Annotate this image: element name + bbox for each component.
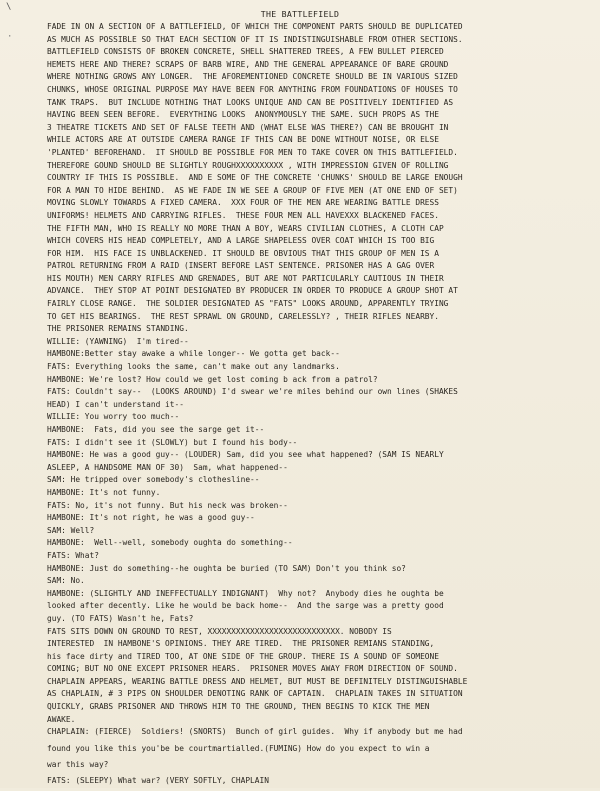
text-line: THEREFORE GOUND SHOULD BE SLIGHTLY ROUGHXXXXXXXXXX , WITH IMPRESSION GIVEN OF ROLLING: [47, 160, 449, 170]
text-line: FATS: No, it's not funny. But his neck was broken--: [47, 500, 288, 510]
text-line: his face dirty and TIRED TOO, AT ONE SIDE OF THE GROUP. THERE IS A SOUND OF SOMEONE: [47, 651, 439, 661]
text-line: FADE IN ON A SECTION OF A BATTLEFIELD, OF WHICH THE COMPONENT PARTS SHOULD BE DUPLICATED: [47, 22, 463, 31]
script-body: [47, 21, 587, 791]
text-line: war this way?: [47, 759, 109, 769]
text-line: HAMBONE:Better stay awake a while longer-- We gotta get back--: [47, 349, 340, 359]
text-line: SAM: He tripped over somebody's clothesline--: [47, 475, 260, 485]
text-line: WILLIE: (YAWNING) I'm tired--: [47, 336, 189, 346]
text-line: MOVING SLOWLY TOWARDS A FIXED CAMERA. XXX FOUR OF THE MEN ARE WEARING BATTLE DRESS: [47, 198, 439, 208]
text-line: TANK TRAPS. BUT INCLUDE NOTHING THAT LOOKS UNIQUE AND CAN BE POSITIVELY IDENTIFIED AS: [47, 97, 454, 107]
text-line: CHAPLAIN: (FIERCE) Soldiers! (SNORTS) Bunch of girl guides. Why if anybody but me had: [47, 727, 463, 737]
text-line: WILLIE: You worry too much--: [47, 412, 180, 422]
text-line: HAMBONE: Just do something--he oughta be buried (TO SAM) Don't you think so?: [47, 563, 406, 573]
text-line: HIS MOUTH) MEN CARRY RIFLES AND GRENADES, BUT ARE NOT PARTICULARLY CAUTIOUS IN THEIR: [47, 273, 444, 283]
text-line: FATS: Everything looks the same, can't make out any landmarks.: [47, 362, 340, 372]
text-line: CHUNKS, WHOSE ORIGINAL PURPOSE MAY HAVE BEEN FOR ANYTHING FROM FOUNDATIONS OF HOUSES TO: [47, 84, 458, 94]
text-line: FOR HIM. HIS FACE IS UNBLACKENED. IT SHOULD BE OBVIOUS THAT THIS GROUP OF MEN IS A: [47, 248, 439, 258]
text-line: looked after decently. Like he would be back home-- And the sarge was a pretty good: [47, 601, 444, 611]
text-line: SAM: Well?: [47, 525, 95, 535]
text-line: FATS: Couldn't say-- (LOOKS AROUND) I'd swear we're miles behind our own lines (SHAKES: [47, 387, 458, 397]
text-line: ASLEEP, A HANDSOME MAN OF 30) Sam, what happened--: [47, 462, 288, 472]
text-line: FATS: I didn't see it (SLOWLY) but I found his body--: [47, 437, 298, 447]
text-line: WHERE NOTHING GROWS ANY LONGER. THE AFOREMENTIONED CONCRETE SHOULD BE IN VARIOUS SIZED: [47, 72, 458, 82]
text-line: found you like this you'be be courtmartialled.(FUMING) How do you expect to win a: [47, 743, 430, 753]
text-line: FATS SITS DOWN ON GROUND TO REST, XXXXXXXXXXXXXXXXXXXXXXXXXXXX. NOBODY IS: [47, 626, 392, 636]
text-line: 'PLANTED' BEFOREHAND. IT SHOULD BE POSSIBLE FOR MEN TO TAKE COVER ON THIS BATTLEFIELD.: [47, 147, 458, 157]
text-line: HAMBONE: We're lost? How could we get lost coming b ack from a patrol?: [47, 374, 378, 384]
text-line: AS CHAPLAIN, # 3 PIPS ON SHOULDER DENOTING RANK OF CAPTAIN. CHAPLAIN TAKES IN SITUATION: [47, 689, 463, 699]
text-line: WHICH COVERS HIS HEAD COMPLETELY, AND A LARGE SHAPELESS OVER COAT WHICH IS TOO BIG: [47, 236, 435, 246]
text-line: HAMBONE: Well--well, somebody oughta do something--: [47, 538, 293, 548]
text-line: FATS: (SLEEPY) What war? (VERY SOFTLY, CHAPLAIN: [47, 776, 269, 786]
text-line: THE PRISONER REMAINS STANDING.: [47, 324, 189, 334]
text-line: guy. (TO FATS) Wasn't he, Fats?: [47, 613, 194, 623]
text-line: HEMETS HERE AND THERE? SCRAPS OF BARB WIRE, AND THE GENERAL APPEARANCE OF BARE GROUND: [47, 59, 449, 69]
text-line: FOR A MAN TO HIDE BEHIND. AS WE FADE IN WE SEE A GROUP OF FIVE MEN (AT ONE END OF SET): [47, 185, 458, 195]
text-line: HAMBONE: It's not right, he was a good guy--: [47, 513, 255, 523]
text-line: AWAKE.: [47, 714, 76, 724]
page-title: THE BATTLEFIELD: [260, 9, 340, 19]
text-line: FAIRLY CLOSE RANGE. THE SOLDIER DESIGNATED AS "FATS" LOOKS AROUND, APPARENTLY TRYING: [47, 299, 449, 309]
text-line: HEAD) I can't understand it--: [47, 399, 184, 409]
text-line: COMING; BUT NO ONE EXCEPT PRISONER HEARS. PRISONER MOVES AWAY FROM DIRECTION OF SOUND.: [47, 664, 458, 674]
text-line: AS MUCH AS POSSIBLE SO THAT EACH SECTION OF IT IS INDISTINGUISHABLE FROM OTHER SECTIONS.: [47, 34, 463, 44]
text-line: HAMBONE: He was a good guy-- (LOUDER) Sam, did you see what happened? (SAM IS NEARLY: [47, 450, 444, 460]
text-line: HAMBONE: Fats, did you see the sarge get it--: [47, 425, 265, 434]
text-line: HAMBONE: It's not funny.: [47, 487, 161, 497]
text-line: FATS: What?: [47, 550, 99, 560]
text-line: PATROL RETURNING FROM A RAID (INSERT BEFORE LAST SENTENCE. PRISONER HAS A GAG OVER: [47, 261, 435, 271]
text-line: WHILE ACTORS ARE AT OUTSIDE CAMERA RANGE IF THIS CAN BE DONE WITHOUT NOISE, OR ELSE: [47, 135, 439, 145]
text-line: 3 THEATRE TICKETS AND SET OF FALSE TEETH AND (WHAT ELSE WAS THERE?) CAN BE BROUGHT IN: [47, 122, 449, 132]
text-line: HAMBONE: (SLIGHTLY AND INEFFECTUALLY INDIGNANT) Why not? Anybody dies he oughta be: [47, 588, 444, 598]
text-line: ADVANCE. THEY STOP AT POINT DESIGNATED BY PRODUCER IN ORDER TO PRODUCE A GROUP SHOT AT: [47, 286, 458, 296]
margin-dot: ·: [7, 32, 13, 42]
text-line: BATTLEFIELD CONSISTS OF BROKEN CONCRETE, SHELL SHATTERED TREES, A FEW BULLET PIERCED: [47, 47, 444, 57]
text-line: INTERESTED IN HAMBONE'S OPINIONS. THEY ARE TIRED. THE PRISONER REMIANS STANDING,: [47, 639, 435, 649]
text-line: QUICKLY, GRABS PRISONER AND THROWS HIM TO THE GROUND, THEN BEGINS TO KICK THE MEN: [47, 702, 430, 712]
text-line: TO GET HIS BEARINGS. THE REST SPRAWL ON GROUND, CARELESSLY? , THEIR RIFLES NEARBY.: [47, 311, 439, 321]
text-line: UNIFORMS! HELMETS AND CARRYING RIFLES. THESE FOUR MEN ALL HAVEXXX BLACKENED FACES.: [47, 210, 439, 220]
text-line: HAVING BEEN SEEN BEFORE. EVERYTHING LOOKS ANONYMOUSLY THE SAME. SUCH PROPS AS THE: [47, 110, 439, 120]
corner-mark: \: [6, 2, 12, 12]
text-line: SAM: No.: [47, 576, 85, 586]
text-line: CHAPLAIN APPEARS, WEARING BATTLE DRESS AND HELMET, BUT MUST BE DEFINITELY DISTINGUISHABLE: [47, 676, 468, 686]
text-line: THE FIFTH MAN, WHO IS REALLY NO MORE THAN A BOY, WEARS CIVILIAN CLOTHES, A CLOTH CAP: [47, 223, 444, 233]
text-line: COUNTRY IF THIS IS POSSIBLE. AND E SOME OF THE CONCRETE 'CHUNKS' SHOULD BE LARGE ENOUGH: [47, 173, 463, 183]
